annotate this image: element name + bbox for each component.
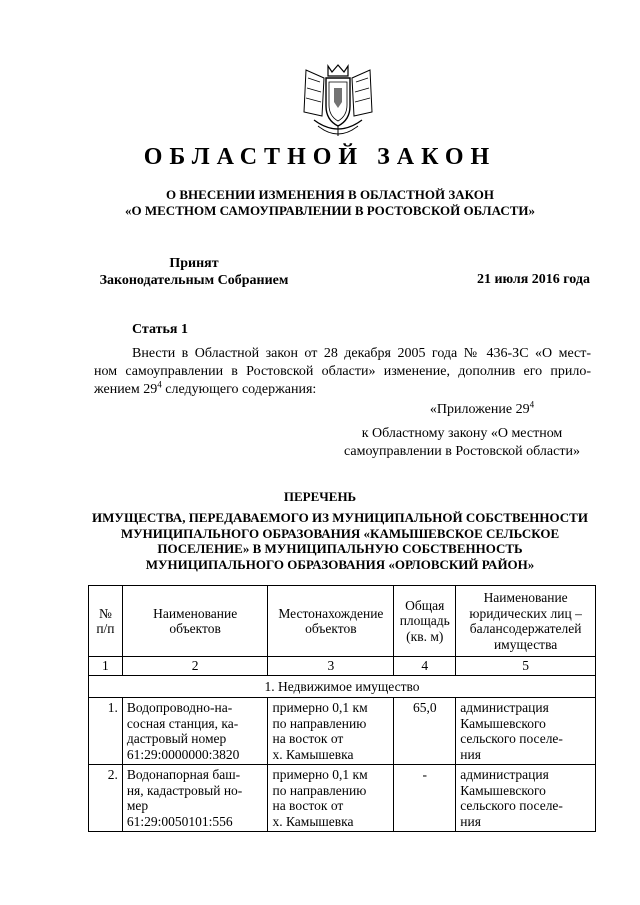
article-line: Внести в Областной закон от 28 декабря 2005 года № 436-ЗС «О мест- [132,346,591,361]
list-title: ПЕРЕЧЕНЬ [283,489,357,504]
cell-line: администрация [460,700,549,715]
cell-line: 61:29:0000000:3820 [126,746,240,762]
cell-line: ния [460,813,481,829]
appendix-line: самоуправлении в Ростовской области» [344,444,580,459]
appendix-header [330,401,594,461]
header-line: площадь [399,613,450,629]
header-line: п/п [96,621,115,636]
cell-line: сельского поселе- [460,798,563,813]
table-row [89,765,596,832]
superscript: 4 [529,399,535,410]
object-area: 65,0 [394,698,456,765]
law-subtitle-line: О ВНЕСЕНИИ ИЗМЕНЕНИЯ В ОБЛАСТНОЙ ЗАКОН [166,187,494,202]
cell-line: ния [460,746,481,762]
cell-line: Водопроводно-на- [126,700,233,715]
table-row [89,698,596,765]
article-line [94,381,591,399]
article-text-part: следующего содержания: [161,382,317,397]
list-heading-line: МУНИЦИПАЛЬНОГО ОБРАЗОВАНИЯ «КАМЫШЕВСКОЕ СЕЛЬСКОЕ [120,525,560,541]
article-text [94,345,591,399]
header-line: балансодержателей [469,621,582,636]
header-holder [456,586,596,657]
adopted-line: Принят [169,256,219,271]
cell-line: х. Камышевка [272,813,354,829]
column-number-row [89,657,596,676]
cell-line: Камышевского [460,715,546,731]
law-subtitle-line: «О МЕСТНОМ САМОУПРАВЛЕНИИ В РОСТОВСКОЙ ОБЛАСТИ» [125,203,535,218]
article-title: Статья 1 [132,322,188,337]
column-number: 1 [89,657,123,676]
law-subtitle [70,187,590,219]
header-line: № [98,605,112,621]
cell-line: по направлению [272,715,367,731]
law-title: ОБЛАСТНОЙ ЗАКОН [143,144,497,170]
cell-line: примерно 0,1 км [272,700,368,715]
header-line: юридических лиц – [469,605,582,621]
column-number: 4 [394,657,456,676]
coat-of-arms-icon [296,62,380,142]
object-area: - [394,765,456,832]
list-heading-line: МУНИЦИПАЛЬНОГО ОБРАЗОВАНИЯ «ОРЛОВСКИЙ РАЙОН» [145,556,535,572]
object-location [268,698,394,765]
header-line: (кв. м) [406,628,444,644]
list-heading [70,510,610,572]
row-number: 2. [89,765,123,832]
object-holder [456,765,596,832]
row-number: 1. [89,698,123,765]
object-holder [456,698,596,765]
cell-line: администрация [460,767,549,782]
object-name [122,765,268,832]
cell-line: Камышевского [460,782,546,798]
header-line: Наименование [153,605,238,621]
cell-line: на восток от [272,798,344,813]
appendix-title-text: «Приложение 29 [429,402,530,417]
object-name [122,698,268,765]
cell-line: сельского поселе- [460,731,563,746]
section-row [89,675,596,698]
list-heading-line: ИМУЩЕСТВА, ПЕРЕДАВАЕМОГО ИЗ МУНИЦИПАЛЬНОЙ СОБСТВЕННОСТИ [92,510,588,525]
article-text-part: жением 29 [94,382,158,397]
section-title: 1. Недвижимое имущество [89,675,596,698]
table-header-row [89,586,596,657]
list-heading-line: ПОСЕЛЕНИЕ» В МУНИЦИПАЛЬНУЮ СОБСТВЕННОСТЬ [157,541,523,556]
object-location [268,765,394,832]
cell-line: по направлению [272,782,367,798]
adopted-line: Законодательным Собранием [99,273,289,288]
header-location [268,586,394,657]
column-number: 2 [122,657,268,676]
cell-line: х. Камышевка [272,746,354,762]
adopted-by [94,255,294,289]
cell-line: мер [126,798,149,813]
header-number [89,586,123,657]
header-line: Общая [405,597,445,613]
header-name [122,586,268,657]
header-line: объектов [169,621,221,636]
header-line: Местонахождение [278,605,384,621]
appendix-line: к Областному закону «О местном [361,426,563,441]
cell-line: сосная станция, ка- [126,715,239,731]
cell-line: примерно 0,1 км [272,767,368,782]
cell-line: Водонапорная баш- [126,767,241,782]
header-area [394,586,456,657]
header-line: объектов [305,621,357,636]
superscript: 4 [157,379,162,390]
cell-line: дастровый номер [126,731,227,746]
adopted-date: 21 июля 2016 года [476,272,590,287]
column-number: 3 [268,657,394,676]
appendix-title [330,401,594,419]
header-line: Наименование [483,590,568,605]
cell-line: 61:29:0050101:556 [126,813,233,829]
cell-line: на восток от [272,731,344,746]
column-number: 5 [456,657,596,676]
article-line: ном самоуправлении в Ростовской области» изменение, дополнив его прило- [94,364,591,379]
header-line: имущества [493,636,558,652]
cell-line: ня, кадастровый но- [126,782,243,798]
property-table [88,585,596,832]
